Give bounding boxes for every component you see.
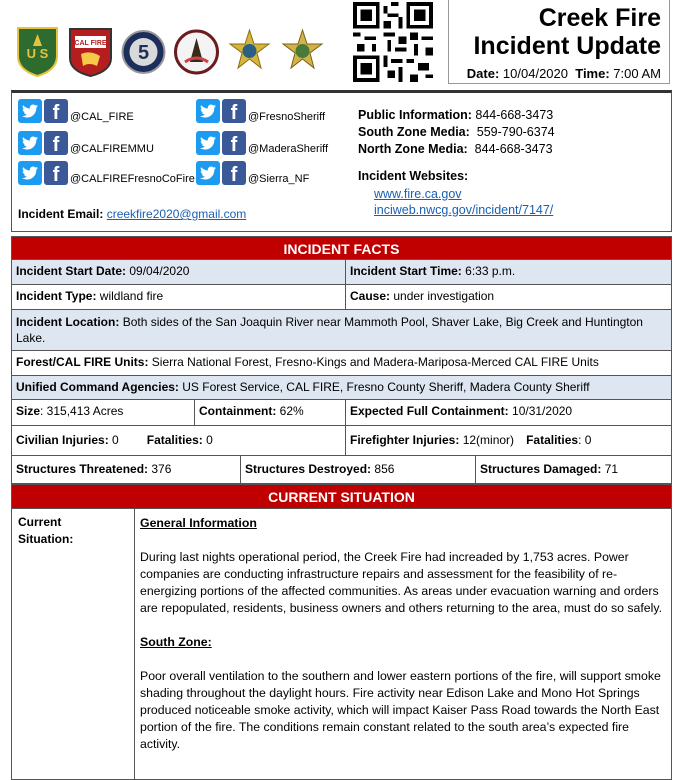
north-zone-phone: 844-668-3473 xyxy=(474,142,553,156)
public-info-phone: 844-668-3473 xyxy=(475,108,554,122)
containment-value: 62% xyxy=(279,404,304,418)
cause-label: Cause: xyxy=(350,289,391,303)
social-handle: @Sierra_NF xyxy=(248,173,310,185)
south-zone-text: Poor overall ventilation to the southern and lower eastern portions of the fire, will support smoke shading throughout the daylight hours. Fire activity near Edison Lake and Mono Hot Springs produced noticeable smoke activity, which will impact Kaiser Pass Road towards the North East portion of the fire. The conditions remain constant related to the south area’s expected fire activity. xyxy=(140,669,661,751)
twitter-icon[interactable] xyxy=(196,161,220,185)
phone-contacts xyxy=(358,107,555,158)
facts-row-injuries xyxy=(11,426,672,456)
current-situation-heading: CURRENT SITUATION xyxy=(11,484,672,509)
structures-threatened-value: 376 xyxy=(151,462,172,476)
twitter-icon[interactable] xyxy=(18,161,42,185)
date-value: 10/04/2020 xyxy=(502,66,568,81)
firefighter-injuries-value: 12(minor) xyxy=(462,433,515,447)
civilian-fatalities-label: Fatalities: xyxy=(146,433,203,447)
facts-row-location xyxy=(11,310,672,351)
units-label: Forest/CAL FIRE Units: xyxy=(16,355,149,369)
unified-label: Unified Command Agencies: xyxy=(16,380,179,394)
start-time-value: 6:33 p.m. xyxy=(465,264,516,278)
facts-row-type xyxy=(11,285,672,310)
unified-value: US Forest Service, CAL FIRE, Fresno County Sheriff, Madera County Sheriff xyxy=(182,380,590,394)
fresno-sheriff-star-icon xyxy=(226,26,273,78)
containment-label: Containment: xyxy=(199,404,277,418)
facebook-icon[interactable]: f xyxy=(222,99,246,123)
social-handle: @CALFIREFresnoCoFire xyxy=(70,173,195,185)
madera-sheriff-star-icon xyxy=(279,26,326,78)
expected-containment-value: 10/31/2020 xyxy=(512,404,573,418)
calfire-logo-text: CAL FIRE xyxy=(74,40,107,47)
social-handle: @CAL_FIRE xyxy=(70,111,134,123)
social-calfiremmu[interactable] xyxy=(18,131,154,155)
south-zone-heading: South Zone: xyxy=(140,635,212,649)
firefighter-fatalities-value: : 0 xyxy=(578,433,592,447)
twitter-icon[interactable] xyxy=(18,99,42,123)
public-info-label: Public Information: xyxy=(358,108,472,122)
social-handle: @MaderaSheriff xyxy=(248,143,329,155)
facts-row-units xyxy=(11,351,672,376)
social-handle: @FresnoSheriff xyxy=(248,111,325,123)
south-zone-label: South Zone Media: xyxy=(358,125,470,139)
facebook-icon[interactable]: f xyxy=(222,131,246,155)
incident-email xyxy=(18,207,246,221)
email-link[interactable]: creekfire2020@gmail.com xyxy=(106,207,247,221)
civilian-injuries-value: 0 xyxy=(112,433,119,447)
social-calfirefresnocofire[interactable] xyxy=(18,161,195,185)
social-cal-fire[interactable] xyxy=(18,99,134,123)
facts-row-start xyxy=(11,260,672,285)
facts-row-structures xyxy=(11,456,672,484)
twitter-icon[interactable] xyxy=(18,131,42,155)
svg-text:5: 5 xyxy=(137,42,150,64)
civilian-fatalities-value: 0 xyxy=(206,433,213,447)
type-label: Incident Type: xyxy=(16,289,97,303)
email-label: Incident Email: xyxy=(18,207,104,221)
general-info-text: During last nights operational period, the Creek Fire had increaded by 1,753 acres. Power companies are conducting infrastructure repairs and assessment for the feasibility of re-energizing portions of the affected communities. As areas under evacuation warning and orders are repopulated, residents, business owners and others returning to the area, must do so safely. xyxy=(140,550,663,615)
twitter-icon[interactable] xyxy=(196,99,220,123)
social-handle: @CALFIREMMU xyxy=(70,143,154,155)
structures-damaged-label: Structures Damaged: xyxy=(480,462,602,476)
start-time-label: Incident Start Time: xyxy=(350,264,462,278)
situation-label-line1: Current xyxy=(18,515,62,529)
situation-label xyxy=(18,514,118,548)
south-zone-phone: 559-790-6374 xyxy=(476,125,555,139)
northern-fire-management-logo-icon xyxy=(173,26,220,78)
cause-value: under investigation xyxy=(393,289,495,303)
usfs-shield-icon xyxy=(14,26,61,78)
incident-facts-heading: INCIDENT FACTS xyxy=(11,236,672,260)
title-line-1: Creek Fire xyxy=(538,4,661,32)
firefighter-injuries-label: Firefighter Injuries: xyxy=(350,433,460,447)
qr-code-icon[interactable] xyxy=(352,2,434,82)
structures-destroyed-label: Structures Destroyed: xyxy=(245,462,372,476)
size-label: Size xyxy=(16,404,41,418)
website-link-calfire[interactable]: www.fire.ca.gov xyxy=(374,187,462,201)
usfs-logo-text: U S xyxy=(26,46,49,61)
facts-row-size xyxy=(11,400,672,426)
twitter-icon[interactable] xyxy=(196,131,220,155)
structures-destroyed-value: 856 xyxy=(374,462,395,476)
start-date-value: 09/04/2020 xyxy=(129,264,190,278)
website-link-inciweb[interactable]: inciweb.nwcg.gov/incident/7147/ xyxy=(374,203,554,217)
facebook-icon[interactable]: f xyxy=(44,99,68,123)
facebook-icon[interactable]: f xyxy=(222,161,246,185)
size-value: : 315,413 Acres xyxy=(40,404,124,418)
general-info-heading: General Information xyxy=(140,516,257,530)
expected-containment-label: Expected Full Containment: xyxy=(350,404,509,418)
facebook-icon[interactable]: f xyxy=(44,161,68,185)
time-label: Time: xyxy=(575,66,610,81)
situation-label-line2: Situation: xyxy=(18,532,74,546)
social-fresnosheriff[interactable] xyxy=(196,99,325,123)
contact-box xyxy=(11,90,672,232)
type-value: wildland fire xyxy=(99,289,164,303)
north-zone-label: North Zone Media: xyxy=(358,142,468,156)
calfire-logo-icon xyxy=(67,26,114,78)
units-value: Sierra National Forest, Fresno-Kings and Madera-Mariposa-Merced CAL FIRE Units xyxy=(151,355,599,369)
time-value: 7:00 AM xyxy=(613,66,661,81)
situation-section xyxy=(11,509,672,780)
agency-logos xyxy=(14,26,326,78)
location-label: Incident Location: xyxy=(16,315,120,329)
structures-damaged-value: 71 xyxy=(604,462,619,476)
firefighter-fatalities-label: Fatalities xyxy=(526,433,579,447)
date-time xyxy=(449,66,661,81)
date-label: Date: xyxy=(466,66,500,81)
social-sierra-nf[interactable] xyxy=(196,161,309,185)
fire-district-5-logo-icon xyxy=(120,26,167,78)
title-line-2: Incident Update xyxy=(473,32,661,60)
start-date-label: Incident Start Date: xyxy=(16,264,127,278)
title-block xyxy=(448,0,670,84)
location-value: Both sides of the San Joaquin River near Mammoth Pool, Shaver Lake, Big Creek and Huntington Lake. xyxy=(16,315,643,345)
social-maderasheriff[interactable] xyxy=(196,131,328,155)
situation-divider xyxy=(134,509,135,779)
websites-label: Incident Websites: xyxy=(358,169,469,183)
civilian-injuries-label: Civilian Injuries: xyxy=(16,433,109,447)
structures-threatened-label: Structures Threatened: xyxy=(16,462,149,476)
incident-websites xyxy=(358,169,553,218)
situation-body xyxy=(140,515,662,753)
facts-row-unified xyxy=(11,376,672,400)
facebook-icon[interactable]: f xyxy=(44,131,68,155)
